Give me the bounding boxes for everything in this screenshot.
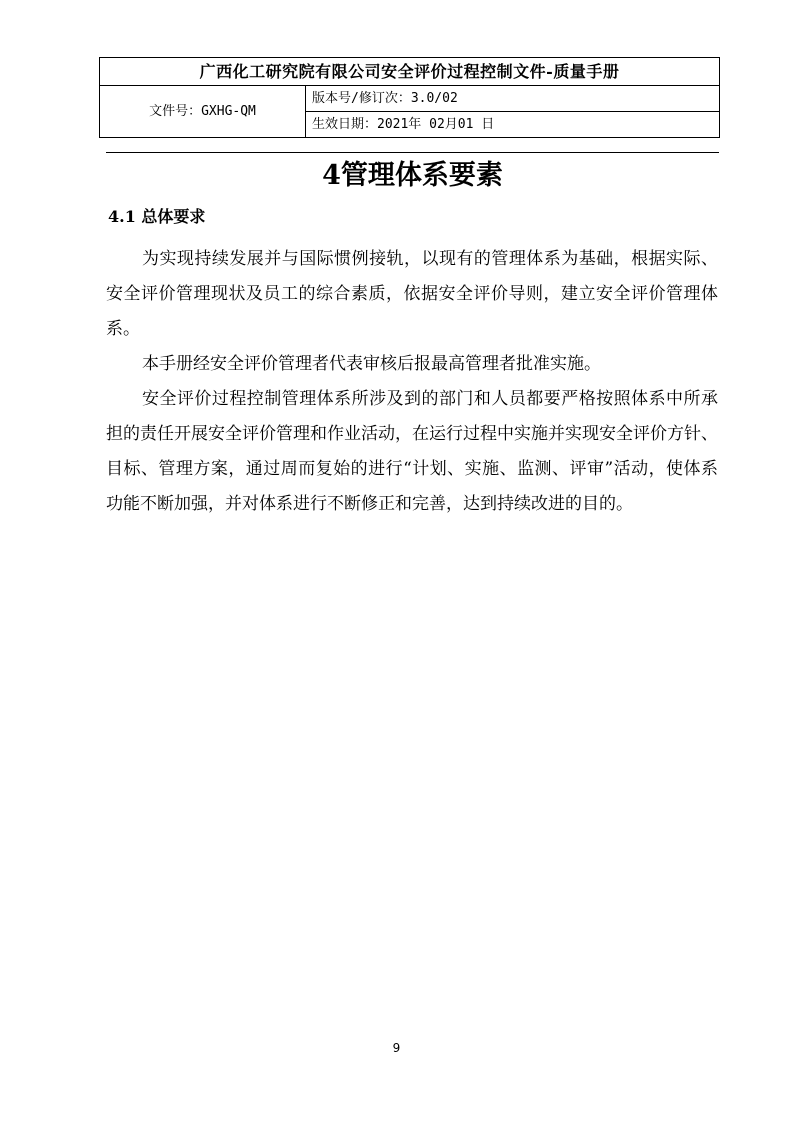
page-number: 9: [392, 1041, 401, 1055]
section-body: [106, 242, 718, 522]
effective-date: 生效日期：2021年 02月01 日: [306, 112, 720, 138]
header-divider: [106, 152, 719, 153]
body-paragraph: 本手册经安全评价管理者代表审核后报最高管理者批准实施。: [142, 354, 601, 374]
version-revision: 版本号/修订次：3.0/02: [306, 86, 720, 112]
chapter-title: 4管理体系要素: [322, 160, 503, 191]
document-number: 文件号：GXHG-QM: [100, 86, 306, 138]
body-paragraph: 为实现持续发展并与国际惯例接轨，以现有的管理体系为基础，根据实际、 安全评价管理现状及员工的综合素质，依据安全评价导则，建立安全评价管理体系。: [106, 249, 718, 339]
body-paragraph: 安全评价过程控制管理体系所涉及到的部门和人员都要严格按照体系中所承担的责任开展安全评价管理和作业活动，在运行过程中实施并实现安全评价方针、目标、管理方案，通过周而复始的进行“计划、实施、监测、评审”活动，使体系功能不断加强，并对体系进行不断修正和完善，达到持续改进的目的。: [106, 389, 718, 514]
document-header-title: 广西化工研究院有限公司安全评价过程控制文件-质量手册: [100, 58, 720, 86]
section-heading: 4.1 总体要求: [108, 207, 206, 226]
document-header-table: [99, 57, 720, 138]
